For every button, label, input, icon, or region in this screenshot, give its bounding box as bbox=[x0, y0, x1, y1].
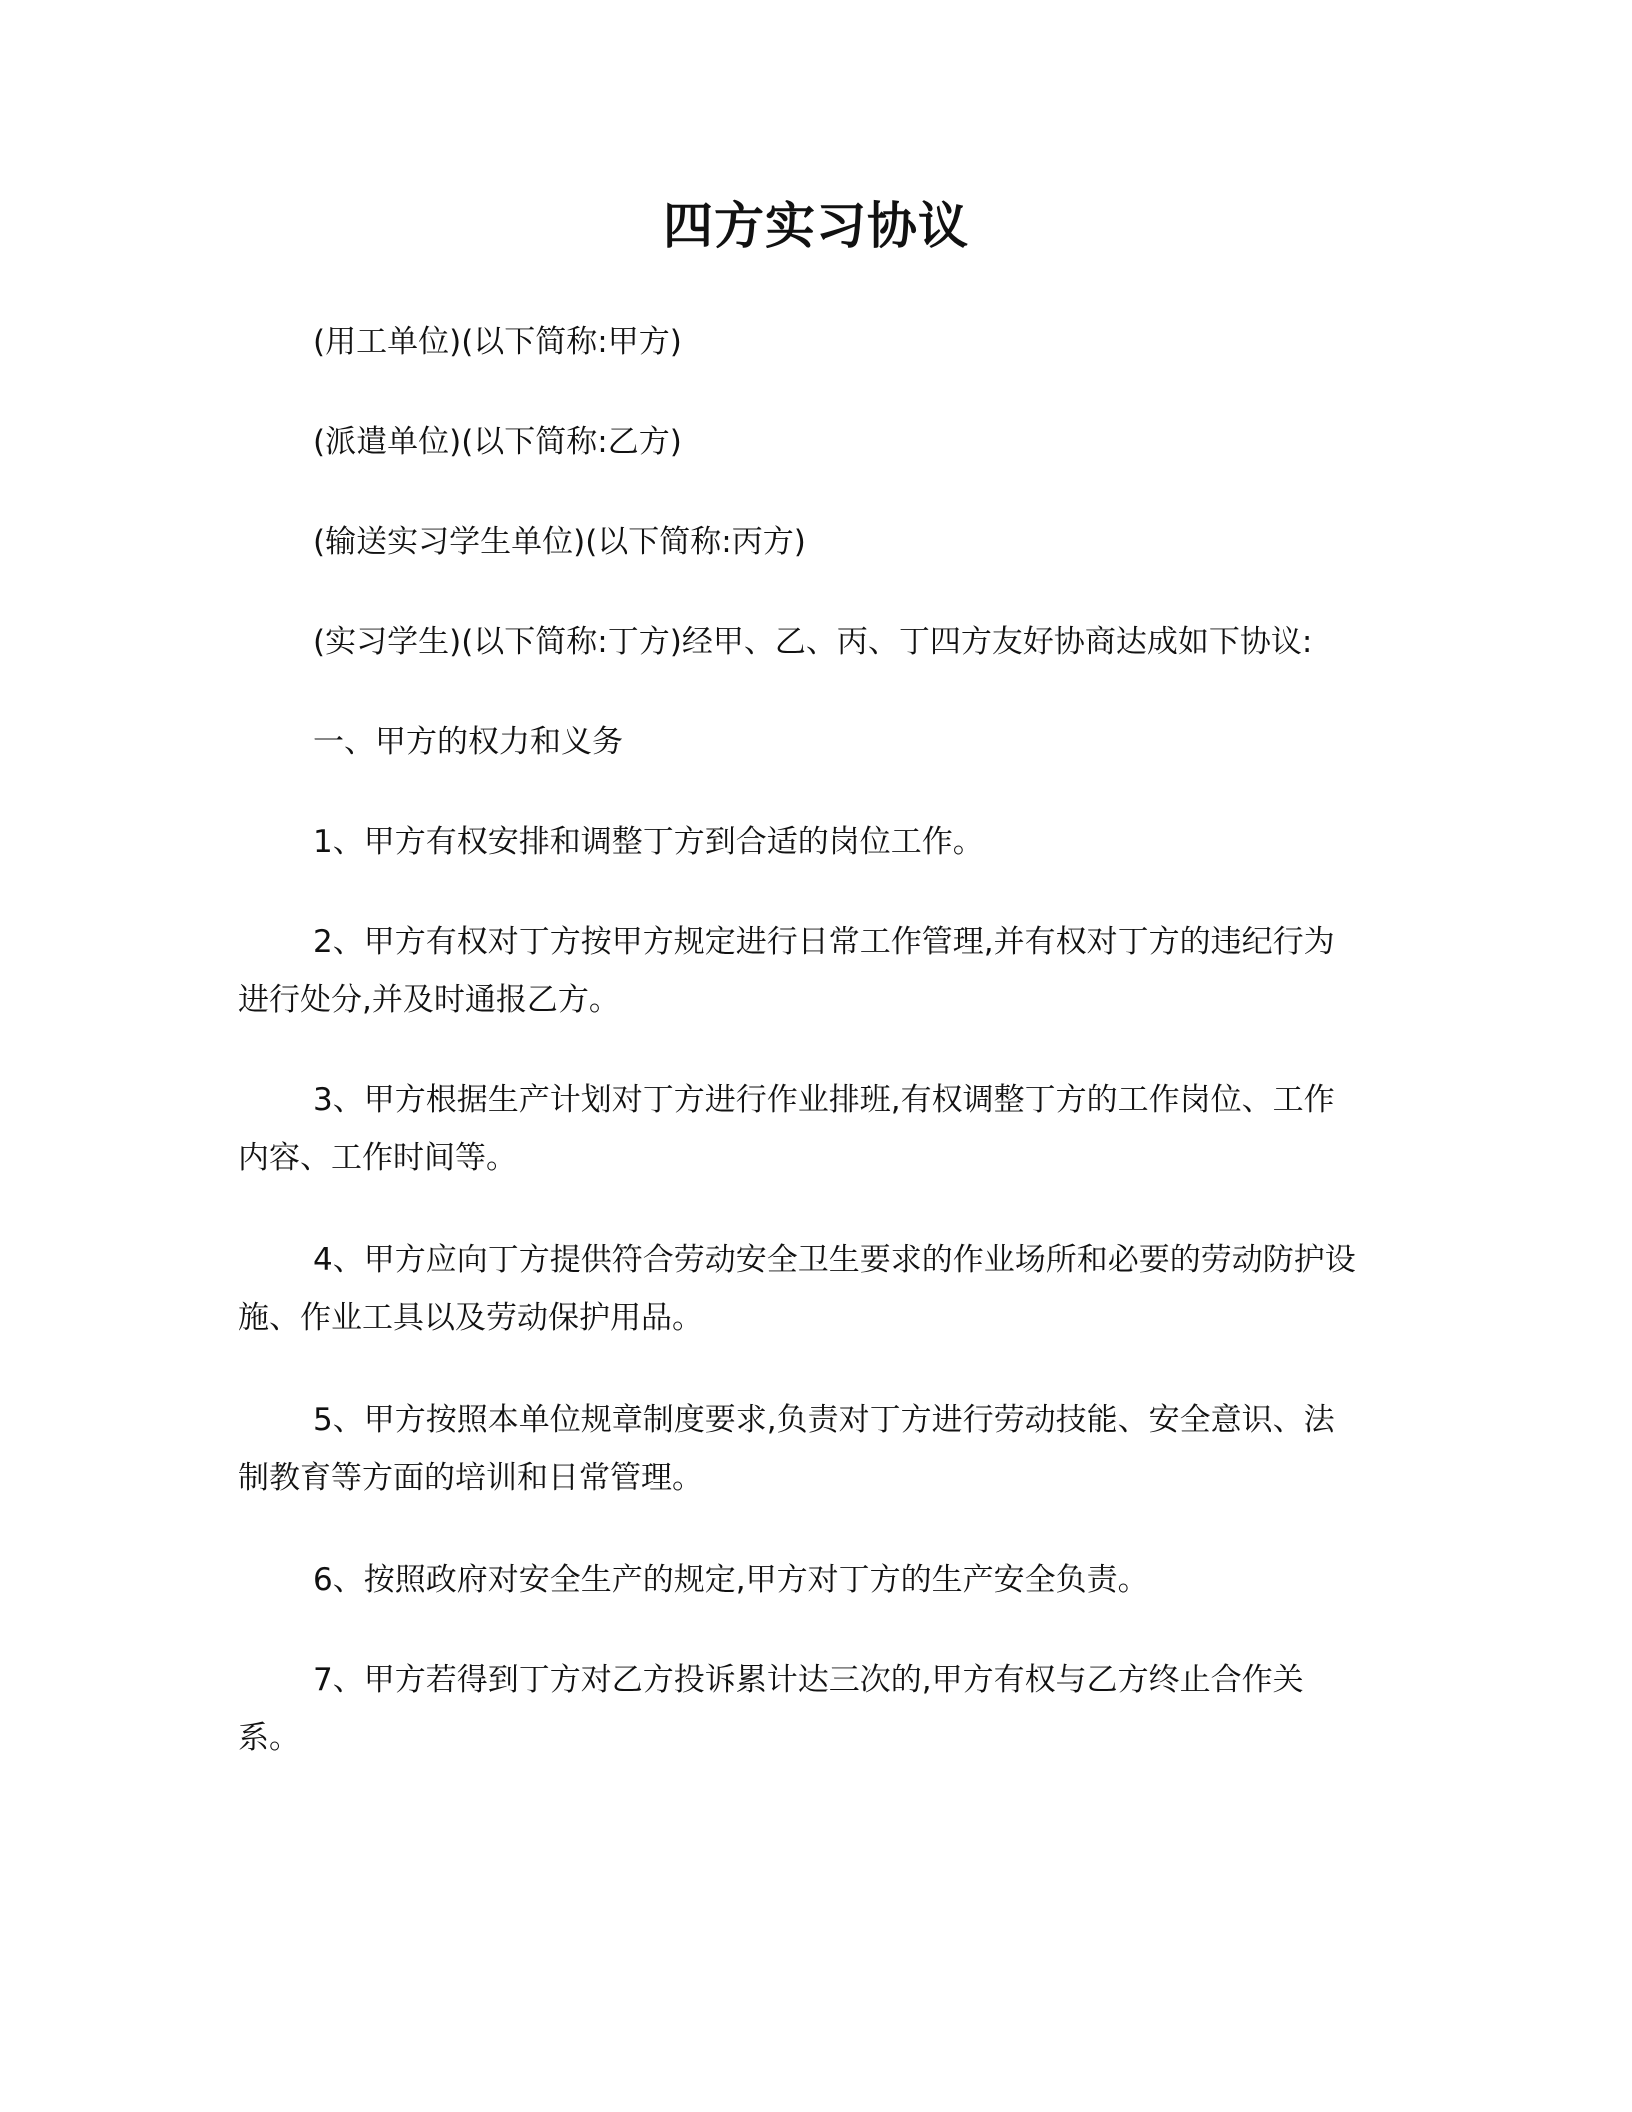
clause-6-line-1: 6、按照政府对安全生产的规定,甲方对丁方的生产安全负责。 bbox=[313, 1562, 1149, 1598]
clause-3-line-2: 内容、工作时间等。 bbox=[238, 1140, 517, 1176]
clause-5-line-1: 5、甲方按照本单位规章制度要求,负责对丁方进行劳动技能、安全意识、法 bbox=[313, 1402, 1335, 1438]
party-a-line: (用工单位)(以下简称:甲方) bbox=[313, 324, 682, 360]
document-title: 四方实习协议 bbox=[663, 197, 969, 255]
clause-4-line-1: 4、甲方应向丁方提供符合劳动安全卫生要求的作业场所和必要的劳动防护设 bbox=[313, 1242, 1356, 1278]
clause-2-line-1: 2、甲方有权对丁方按甲方规定进行日常工作管理,并有权对丁方的违纪行为 bbox=[313, 924, 1335, 960]
clause-1-line-1: 1、甲方有权安排和调整丁方到合适的岗位工作。 bbox=[313, 824, 984, 860]
clause-4-line-2: 施、作业工具以及劳动保护用品。 bbox=[238, 1300, 703, 1336]
clause-3-line-1: 3、甲方根据生产计划对丁方进行作业排班,有权调整丁方的工作岗位、工作 bbox=[313, 1082, 1335, 1118]
party-b-line: (派遣单位)(以下简称:乙方) bbox=[313, 424, 682, 460]
party-c-line: (输送实习学生单位)(以下简称:丙方) bbox=[313, 524, 806, 560]
clause-2-line-2: 进行处分,并及时通报乙方。 bbox=[238, 982, 620, 1018]
clause-7-line-2: 系。 bbox=[238, 1720, 300, 1756]
section-heading-1: 一、甲方的权力和义务 bbox=[313, 724, 623, 760]
clause-5-line-2: 制教育等方面的培训和日常管理。 bbox=[238, 1460, 703, 1496]
party-d-line: (实习学生)(以下简称:丁方)经甲、乙、丙、丁四方友好协商达成如下协议: bbox=[313, 624, 1313, 660]
clause-7-line-1: 7、甲方若得到丁方对乙方投诉累计达三次的,甲方有权与乙方终止合作关 bbox=[313, 1662, 1304, 1698]
